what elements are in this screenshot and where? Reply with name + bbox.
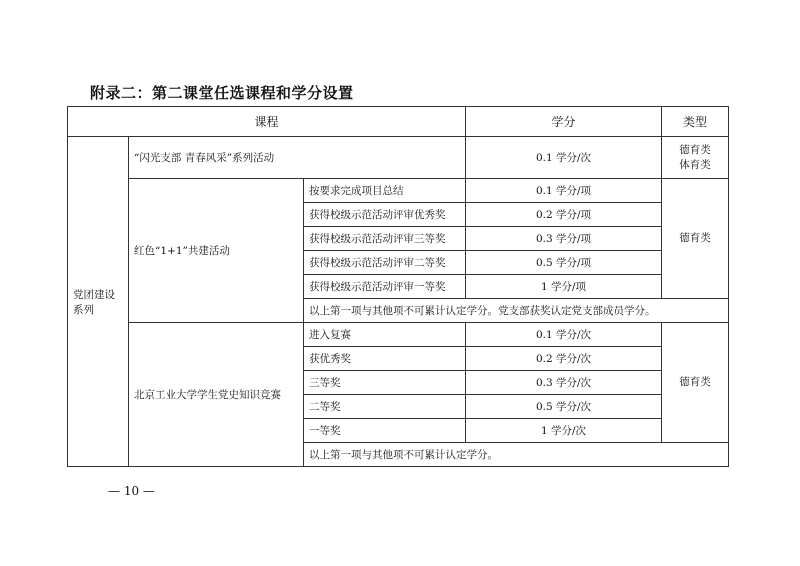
activity2-item-credits: 0.1 学分/项 bbox=[466, 179, 662, 203]
activity3-item-label: 获优秀奖 bbox=[304, 347, 466, 371]
activity1-credits: 0.1 学分/次 bbox=[466, 137, 662, 179]
header-row bbox=[68, 107, 729, 137]
activity3-item-label: 进入复赛 bbox=[304, 323, 466, 347]
table-row bbox=[68, 179, 729, 203]
activity3-item-credits: 1 学分/次 bbox=[466, 419, 662, 443]
activity2-item-label: 获得校级示范活动评审三等奖 bbox=[304, 227, 466, 251]
activity2-note: 以上第一项与其他项不可累计认定学分。党支部获奖认定党支部成员学分。 bbox=[304, 299, 729, 323]
activity2-item-credits: 0.2 学分/项 bbox=[466, 203, 662, 227]
table-row bbox=[68, 323, 729, 347]
activity3-item-credits: 0.1 学分/次 bbox=[466, 323, 662, 347]
activity2-item-label: 获得校级示范活动评审一等奖 bbox=[304, 275, 466, 299]
activity1-name: “闪光支部 青春风采”系列活动 bbox=[129, 137, 466, 179]
table-row bbox=[68, 137, 729, 179]
activity2-item-label: 按要求完成项目总结 bbox=[304, 179, 466, 203]
activity3-item-label: 三等奖 bbox=[304, 371, 466, 395]
activity2-item-label: 获得校级示范活动评审优秀奖 bbox=[304, 203, 466, 227]
header-course: 课程 bbox=[68, 107, 466, 137]
activity2-item-label: 获得校级示范活动评审二等奖 bbox=[304, 251, 466, 275]
page-number: — 10 — bbox=[108, 484, 155, 498]
activity2-item-credits: 0.3 学分/项 bbox=[466, 227, 662, 251]
activity1-type: 德育类 体育类 bbox=[662, 137, 729, 179]
category-cell: 党团建设系列 bbox=[68, 137, 129, 467]
activity3-note: 以上第一项与其他项不可累计认定学分。 bbox=[304, 443, 729, 467]
credits-table bbox=[67, 106, 729, 467]
activity2-item-credits: 1 学分/项 bbox=[466, 275, 662, 299]
header-credits: 学分 bbox=[466, 107, 662, 137]
activity3-item-credits: 0.2 学分/次 bbox=[466, 347, 662, 371]
activity3-name: 北京工业大学学生党史知识竞赛 bbox=[129, 323, 304, 467]
activity2-name: 红色“1+1”共建活动 bbox=[129, 179, 304, 323]
activity3-item-credits: 0.3 学分/次 bbox=[466, 371, 662, 395]
activity3-item-credits: 0.5 学分/次 bbox=[466, 395, 662, 419]
appendix-title: 附录二：第二课堂任选课程和学分设置 bbox=[90, 84, 354, 102]
activity3-type: 德育类 bbox=[662, 323, 729, 443]
activity2-item-credits: 0.5 学分/项 bbox=[466, 251, 662, 275]
header-type: 类型 bbox=[662, 107, 729, 137]
activity3-item-label: 二等奖 bbox=[304, 395, 466, 419]
activity2-type: 德育类 bbox=[662, 179, 729, 299]
activity3-item-label: 一等奖 bbox=[304, 419, 466, 443]
